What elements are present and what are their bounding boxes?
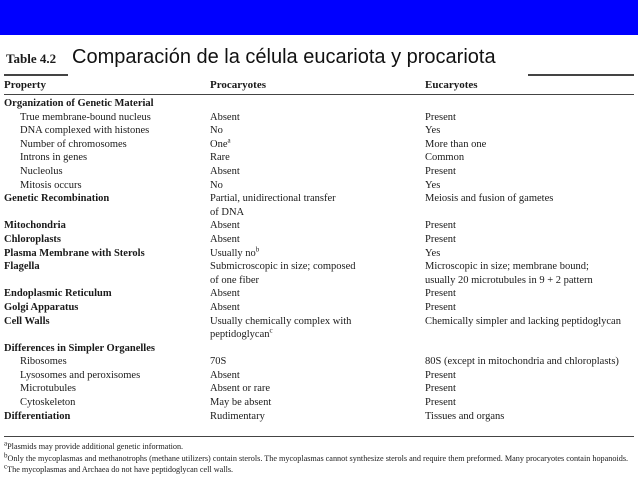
prokaryotes-value: May be absent <box>210 397 272 409</box>
slide-title: Comparación de la célula eucariota y procariota <box>72 46 496 68</box>
table-row <box>0 396 638 410</box>
row-prokaryotes <box>210 138 410 152</box>
title-bar <box>0 40 638 76</box>
prokaryotes-value: Submicroscopic in size; composed of one fiber <box>210 261 356 286</box>
row-prokaryotes <box>210 111 410 125</box>
table-row <box>0 301 638 315</box>
prokaryotes-value: 70S <box>210 356 227 368</box>
table-row <box>0 151 638 165</box>
prokaryotes-value: Absent <box>210 165 240 177</box>
row-property: Differentiation <box>4 410 71 422</box>
row-prokaryotes <box>210 192 410 219</box>
top-color-bar <box>0 0 638 35</box>
table-row <box>0 355 638 369</box>
table-row <box>0 233 638 247</box>
row-property: Cytoskeleton <box>20 397 76 409</box>
prokaryotes-value: Absent <box>210 288 240 300</box>
header-rule <box>4 94 634 95</box>
table-number: Table 4.2 <box>6 51 57 66</box>
row-eukaryotes: Yes <box>425 247 441 259</box>
row-eukaryotes: Common <box>425 152 465 164</box>
row-eukaryotes: Chemically simpler and lacking peptidoglycan <box>425 315 621 327</box>
row-eukaryotes: Present <box>425 397 456 409</box>
row-property: Nucleolus <box>20 165 63 177</box>
prokaryotes-value: Absent <box>210 301 240 313</box>
row-property: Microtubules <box>20 383 76 395</box>
header-property: Property <box>4 79 46 91</box>
footnote-mark: c <box>4 462 8 471</box>
row-eukaryotes: Present <box>425 369 456 381</box>
row-property: Genetic Recombination <box>4 193 110 205</box>
row-prokaryotes <box>210 382 410 396</box>
prokaryotes-value: Absent <box>210 233 240 245</box>
table-row <box>0 97 638 111</box>
footnote <box>4 450 629 463</box>
row-eukaryotes: Present <box>425 301 456 313</box>
prokaryotes-value: Absent <box>210 369 240 381</box>
row-eukaryotes: Present <box>425 233 456 245</box>
prokaryotes-value: Partial, unidirectional transfer of DNA <box>210 193 336 218</box>
prokaryotes-value: No <box>210 125 223 137</box>
row-eukaryotes: Meiosis and fusion of gametes <box>425 193 554 205</box>
footnote <box>4 462 234 474</box>
footnote-text: The mycoplasmas and Archaea do not have peptidoglycan cell walls. <box>7 465 234 474</box>
table-row <box>0 247 638 261</box>
row-property: Differences in Simpler Organelles <box>4 342 155 354</box>
row-property: Cell Walls <box>4 315 50 327</box>
header-eukaryotes: Eucaryotes <box>425 79 478 91</box>
footnote-marker: b <box>255 245 260 254</box>
table-row <box>0 315 638 342</box>
row-property: Chloroplasts <box>4 233 61 245</box>
footnote-marker: a <box>227 136 231 145</box>
prokaryotes-value: Rare <box>210 152 230 164</box>
prokaryotes-value: Rudimentary <box>210 410 265 422</box>
footnote-text: Only the mycoplasmas and methanotrophs (methane utilizers) contain sterols. The mycoplasmas cannot synthesize sterols and require them preformed. Many procaryotes contain hopanoids. <box>7 453 629 463</box>
row-prokaryotes <box>210 355 410 369</box>
row-eukaryotes: Yes <box>425 179 441 191</box>
table-row <box>0 369 638 383</box>
row-eukaryotes: Present <box>425 111 456 123</box>
table-row <box>0 179 638 193</box>
row-property: Ribosomes <box>20 356 67 368</box>
top-rule-left <box>4 74 68 76</box>
table-row <box>0 410 638 424</box>
row-eukaryotes: Microscopic in size; membrane bound; usually 20 microtubules in 9 + 2 pattern <box>425 261 593 286</box>
row-prokaryotes <box>210 369 410 383</box>
row-property: Flagella <box>4 261 40 273</box>
row-property: Number of chromosomes <box>20 138 127 150</box>
row-prokaryotes <box>210 410 410 424</box>
row-eukaryotes: Present <box>425 383 456 395</box>
row-property: Golgi Apparatus <box>4 301 79 313</box>
prokaryotes-value: Absent <box>210 111 240 123</box>
row-property: Plasma Membrane with Sterols <box>4 247 145 259</box>
row-eukaryotes: More than one <box>425 138 487 150</box>
table-row <box>0 260 638 287</box>
row-eukaryotes: 80S (except in mitochondria and chloroplasts) <box>425 356 619 368</box>
table-row <box>0 219 638 233</box>
footnote <box>4 439 184 451</box>
row-property: Endoplasmic Reticulum <box>4 288 112 300</box>
table-row <box>0 192 638 219</box>
table-row <box>0 138 638 152</box>
row-eukaryotes: Yes <box>425 125 441 137</box>
row-prokaryotes <box>210 287 410 301</box>
row-property: Mitochondria <box>4 220 66 232</box>
table-row <box>0 382 638 396</box>
row-prokaryotes <box>210 179 410 193</box>
row-property: True membrane-bound nucleus <box>20 111 151 123</box>
prokaryotes-value: Usually no <box>210 247 256 259</box>
prokaryotes-value: Absent <box>210 220 240 232</box>
prokaryotes-value: Usually chemically complex with peptidoglycan <box>210 315 352 341</box>
row-prokaryotes <box>210 247 410 261</box>
row-property: Introns in genes <box>20 152 88 164</box>
row-property: Organization of Genetic Material <box>4 98 154 109</box>
prokaryotes-value: Absent or rare <box>210 383 271 395</box>
table-row <box>0 165 638 179</box>
row-eukaryotes: Present <box>425 288 456 300</box>
footnote-mark: b <box>4 450 8 459</box>
bottom-rule <box>4 436 634 437</box>
table-row <box>0 111 638 125</box>
footnote-marker: c <box>269 326 273 335</box>
row-property: Lysosomes and peroxisomes <box>20 369 141 381</box>
row-prokaryotes <box>210 151 410 165</box>
table-row <box>0 287 638 301</box>
comparison-table <box>0 97 638 423</box>
row-prokaryotes <box>210 165 410 179</box>
row-prokaryotes <box>210 315 410 342</box>
row-prokaryotes <box>210 396 410 410</box>
footnote-text: Plasmids may provide additional genetic information. <box>7 442 184 451</box>
footnote-mark: a <box>4 439 8 448</box>
row-property: Mitosis occurs <box>20 179 82 191</box>
row-prokaryotes <box>210 260 410 287</box>
row-prokaryotes <box>210 301 410 315</box>
table-row <box>0 342 638 356</box>
row-eukaryotes: Present <box>425 220 456 232</box>
row-eukaryotes: Present <box>425 165 456 177</box>
prokaryotes-value: One <box>210 138 228 150</box>
prokaryotes-value: No <box>210 179 223 191</box>
row-prokaryotes <box>210 233 410 247</box>
table-row <box>0 124 638 138</box>
header-prokaryotes: Procaryotes <box>210 79 266 91</box>
top-rule-right <box>528 74 634 76</box>
row-eukaryotes: Tissues and organs <box>425 410 505 422</box>
row-prokaryotes <box>210 124 410 138</box>
row-property: DNA complexed with histones <box>20 125 150 137</box>
row-prokaryotes <box>210 219 410 233</box>
